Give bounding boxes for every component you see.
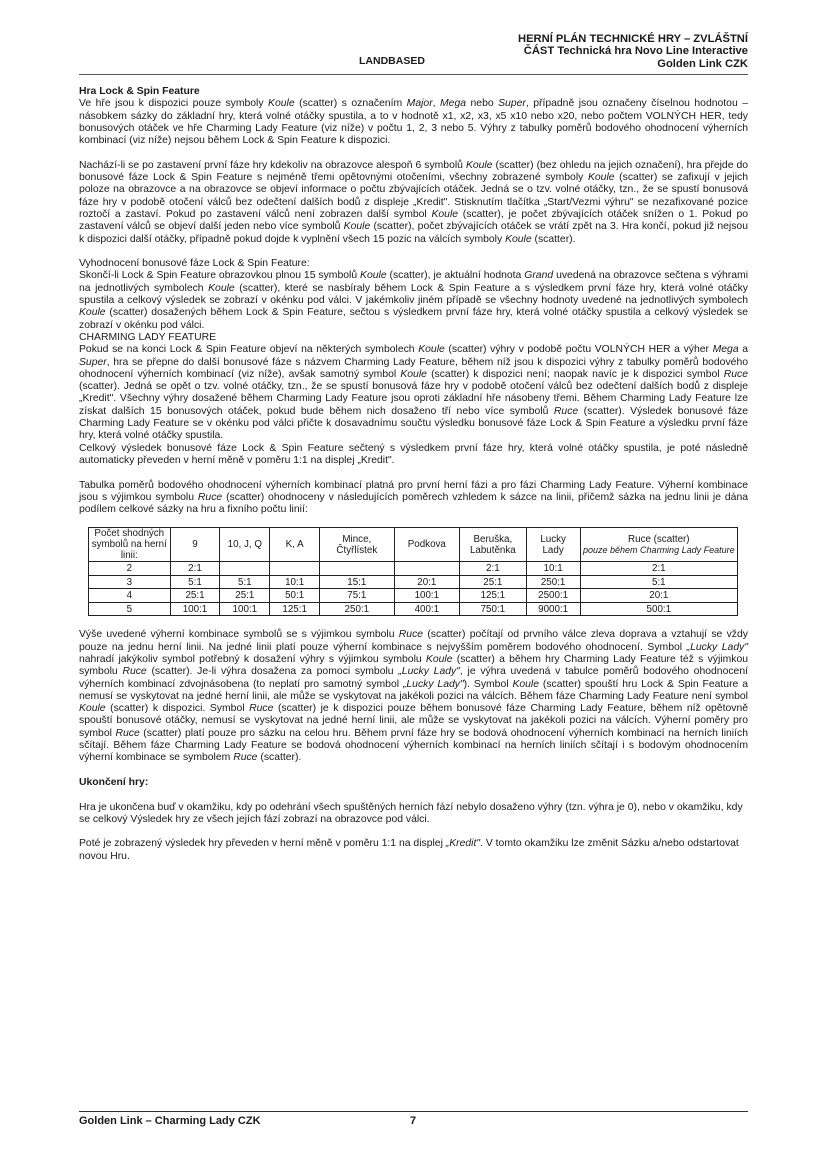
paytable-header-cell: Podkova (394, 528, 460, 562)
header-line-3: Golden Link CZK (657, 57, 748, 70)
paytable-cell: 2:1 (170, 562, 220, 576)
subheading-evaluation: Vyhodnocení bonusové fáze Lock & Spin Feature: (79, 258, 310, 270)
paragraph: Poté je zobrazený výsledek hry převeden v herní měně v poměru 1:1 na displej „Kredit". V tomto okamžiku lze změnit Sázku a/nebo odstartovat novou Hru. (79, 838, 739, 862)
paytable-cell: 4 (89, 589, 171, 603)
paytable-cell (270, 562, 320, 576)
paragraph: Ve hře jsou k dispozici pouze symboly Koule (scatter) s označením Major, Mega nebo Super, případně jsou označeny číselnou hodnotou – násobkem sázky do základní hry, která volné otáčky spustila, a to v hodnotě x1, x2, x3, x5 x10 nebo x20, nebo počtem VOLNÝCH HER, tedy bonusových otáček ve hře Charming Lady Feature (viz níže) v počtu 1, 2, 3 nebo 5. Výhry z tabulky poměrů bodového ohodnocení výherních kombinací (viz níže) nejsou během Lock & Spin Feature k dispozici. (79, 98, 748, 147)
paragraph: Pokud se na konci Lock & Spin Feature objeví na některých symbolech Koule (scatter) výhry v podobě počtu VOLNÝCH HER a výher Mega a Super, hra se přepne do další bonusové fáze s názvem Charming Lady Feature, během níž jsou k dispozici výhry z tabulky poměrů bodového ohodnocení výherních kombinací (viz níže), avšak samotný symbol Koule (scatter) k dispozici není; naopak navíc je k dispozici symbol Ruce (scatter). Jedná se opět o tzv. volné otáčky, tzn., že se spustí bonusová fáze hry v podobě otočení válců bez odečtení dalších bodů z displeje „Kredit". Všechny výhry dosažené během Charming Lady Feature jsou oproti základní hře násobeny třemi. Během Charming Lady Feature lze získat dalších 15 bonusových otáček, pokud bude během nich dosaženo tří nebo více symbolů Ruce (scatter). Výsledek bonusové fáze Charming Lady Feature se v okénku pod válci přičte k dosavadnímu součtu výsledku bonusové fáze Lock & Spin Feature a výsledku první fáze hry, která volné otáčky spustila. (79, 344, 749, 442)
paytable-cell: 250:1 (526, 575, 580, 589)
page-number: 7 (410, 1115, 417, 1127)
header-line-2: ČÁST Technická hra Novo Line Interactive (523, 45, 748, 58)
section-heading-charming: CHARMING LADY FEATURE (79, 331, 217, 343)
paytable-row (89, 562, 738, 576)
header-divider (79, 74, 748, 75)
paytable-row (89, 602, 738, 616)
paytable-cell: 500:1 (580, 602, 737, 616)
paytable-cell: 750:1 (460, 602, 527, 616)
paytable-cell: 75:1 (320, 589, 395, 603)
paytable-cell: 5:1 (170, 575, 220, 589)
page-footer (79, 1115, 748, 1127)
paragraph: Výše uvedené výherní kombinace symbolů se s výjimkou symbolu Ruce (scatter) počítají od prvního válce zleva doprava a vztahují se vždy pouze na jednu herní linii. Na jedné linii platí pouze výherní kombinace s nejvyšším poměrem bodového ohodnocení. Symbol „Lucky Lady" nahradí jakýkoliv symbol potřebný k dosažení výhry s výjimkou symbolu Koule (scatter) a během hry Charming Lady Feature též s výjimkou symbolu Ruce (scatter). Je-li výhra dosažena za pomoci symbolu „Lucky Lady", je výhra uvedená v tabulce poměrů bodového ohodnocení výherních kombinací zdvojnásobena (to neplatí pro samotný symbol „Lucky Lady"). Symbol Koule (scatter) spouští hru Lock & Spin Feature a nemusí se vyskytovat na jedné herní linii, ale může se vyskytovat na jakékoli pozici na válcích. Během fáze Charming Lady Feature není symbol Koule (scatter) k dispozici. Symbol Ruce (scatter) je k dispozici pouze během bonusové fáze Charming Lady Feature, během níž opětovně spouští bonusové otáčky, nemusí se vyskytovat na jedné herní linii, ale může se vyskytovat na jakékoli pozici na válcích. Výherní poměry pro symbol Ruce (scatter) platí pouze pro sázku na celou hru. Během první fáze hry se bodová ohodnocení výherních kombinací na herních liniích sčítají. Během fáze Charming Lady Feature se bodová ohodnocení výherních kombinací na herních liniích sčítají i s bodovým ohodnocením výherní kombinace se symbolem Ruce (scatter). (79, 629, 749, 764)
paytable-cell: 10:1 (270, 575, 320, 589)
paytable-row (89, 575, 738, 589)
paytable-cell: 125:1 (460, 589, 527, 603)
header-title (518, 33, 748, 70)
paytable-cell: 5:1 (580, 575, 737, 589)
paytable-cell: 10:1 (526, 562, 580, 576)
paytable-cell: 125:1 (270, 602, 320, 616)
footer-title: Golden Link – Charming Lady CZK (79, 1115, 261, 1127)
paytable-cell: 2:1 (460, 562, 527, 576)
paytable-intro: Tabulka poměrů bodového ohodnocení výherních kombinací platná pro první herní fázi a pro fázi Charming Lady Feature. Výherní kombinace jsou s výjimkou symbolu Ruce (scatter) ohodnoceny v následujících poměrech vzhledem k sázce na linii, přičemž sázka na jednu linii je dána podílem celkové sázky na hru a fixního počtu linií: (79, 479, 749, 516)
paragraph: Celkový výsledek bonusové fáze Lock & Spin Feature sečtený s výsledkem první fáze hry, která volné otáčky spustila, je poté následně automaticky převeden v herní měně v poměru 1:1 na displej „Kredit". (79, 442, 748, 466)
page-header (79, 33, 748, 73)
section-heading-end: Ukončení hry: (79, 776, 149, 788)
paytable-header-cell: 10, J, Q (220, 528, 270, 562)
paytable (88, 527, 738, 616)
paragraph: Nachází-li se po zastavení první fáze hry kdekoliv na obrazovce alespoň 6 symbolů Koule (scatter) (bez ohledu na jejich označení), hra přejde do bonusové fáze Lock & Spin Feature s nejméně třemi opětovnými otočeními, všechny zobrazené symboly Koule (scatter) se zafixují v jejich poloze na obrazovce a na obrazovce se objeví informace o počtu zbývajících otáček. Jedná se o tzv. volné otáčky, tzn., že se spustí bonusová fáze hry v podobě otočení válců bez odečtení dalších bodů z displeje „Kredit". Stisknutím tlačítka „Start/Vezmi výhru" se nezafixované pozice roztočí a zastaví. Pokud po zastavení válců není zobrazen další symbol Koule (scatter), je počet zbývajících otáček snížen o 1. Pokud po zastavení válců se objeví další jeden nebo více symbolů Koule (scatter), počet zbývajících otáček se vrátí zpět na 3. Hra končí, pokud již nejsou k dispozici další otáčky, případně pokud dojde k vyplnění všech 15 pozic na válcích symboly Koule (scatter). (79, 159, 749, 245)
paytable-cell: 20:1 (394, 575, 460, 589)
paytable-cell (394, 562, 460, 576)
paytable-cell: 2 (89, 562, 171, 576)
paytable-cell: 250:1 (320, 602, 395, 616)
paytable-cell: 2500:1 (526, 589, 580, 603)
paytable-body (89, 562, 738, 616)
paytable-cell (220, 562, 270, 576)
paytable-cell: 25:1 (460, 575, 527, 589)
paytable-cell: 15:1 (320, 575, 395, 589)
page-content (79, 86, 748, 863)
paytable-header-cell: 9 (170, 528, 220, 562)
paytable-row (89, 589, 738, 603)
paytable-cell: 100:1 (170, 602, 220, 616)
paytable-header-cell: Počet shodných symbolů na herní linii: (89, 528, 171, 562)
paytable-cell: 3 (89, 575, 171, 589)
paytable-cell: 2:1 (580, 562, 737, 576)
paytable-cell: 9000:1 (526, 602, 580, 616)
paytable-header-cell: Mince, Čtyřlístek (320, 528, 395, 562)
section-heading-lock-spin: Hra Lock & Spin Feature (79, 86, 200, 97)
paytable-cell: 25:1 (170, 589, 220, 603)
header-landbased: LANDBASED (359, 55, 425, 67)
footer-divider (79, 1111, 748, 1112)
paytable-cell: 100:1 (220, 602, 270, 616)
header-line-1: HERNÍ PLÁN TECHNICKÉ HRY – ZVLÁŠTNÍ (518, 33, 748, 45)
paytable-header-cell: Ruce (scatter) pouze během Charming Lady Feature (580, 528, 737, 562)
paytable-cell: 5 (89, 602, 171, 616)
paytable-cell: 5:1 (220, 575, 270, 589)
paytable-header-cell: Beruška, Labutěnka (460, 528, 527, 562)
paytable-header-cell: Lucky Lady (526, 528, 580, 562)
paragraph: Hra je ukončena buď v okamžiku, kdy po odehrání všech spuštěných herních fází nebylo dosaženo výhry (tzn. výhra je 0), nebo v okamžiku, kdy se celkový Výsledek hry ze všech jejích fází zobrazí na obrazovce pod válci. (79, 801, 743, 825)
paytable-cell: 100:1 (394, 589, 460, 603)
paytable-cell: 50:1 (270, 589, 320, 603)
paytable-cell: 400:1 (394, 602, 460, 616)
paytable-cell: 20:1 (580, 589, 737, 603)
paytable-cell (320, 562, 395, 576)
paragraph: Skončí-li Lock & Spin Feature obrazovkou plnou 15 symbolů Koule (scatter), je aktuální hodnota Grand uvedená na obrazovce sečtena s výhrami na jednotlivých symbolech Koule (scatter), které se nasbíraly během Lock & Spin Feature a s výsledkem první fáze hry, která volné otáčky spustila a celkový výsledek se zobrazí v okénku pod válci. V jakémkoliv jiném případě se všechny hodnoty uvedené na jednotlivých symbolech Koule (scatter) dosažených během Lock & Spin Feature, sečtou s výsledkem první fáze hry, která volné otáčky spustila a celkový výsledek se zobrazí v okénku pod válci. (79, 270, 748, 331)
paytable-header-row (89, 528, 738, 562)
paytable-header-cell: K, A (270, 528, 320, 562)
paytable-cell: 25:1 (220, 589, 270, 603)
